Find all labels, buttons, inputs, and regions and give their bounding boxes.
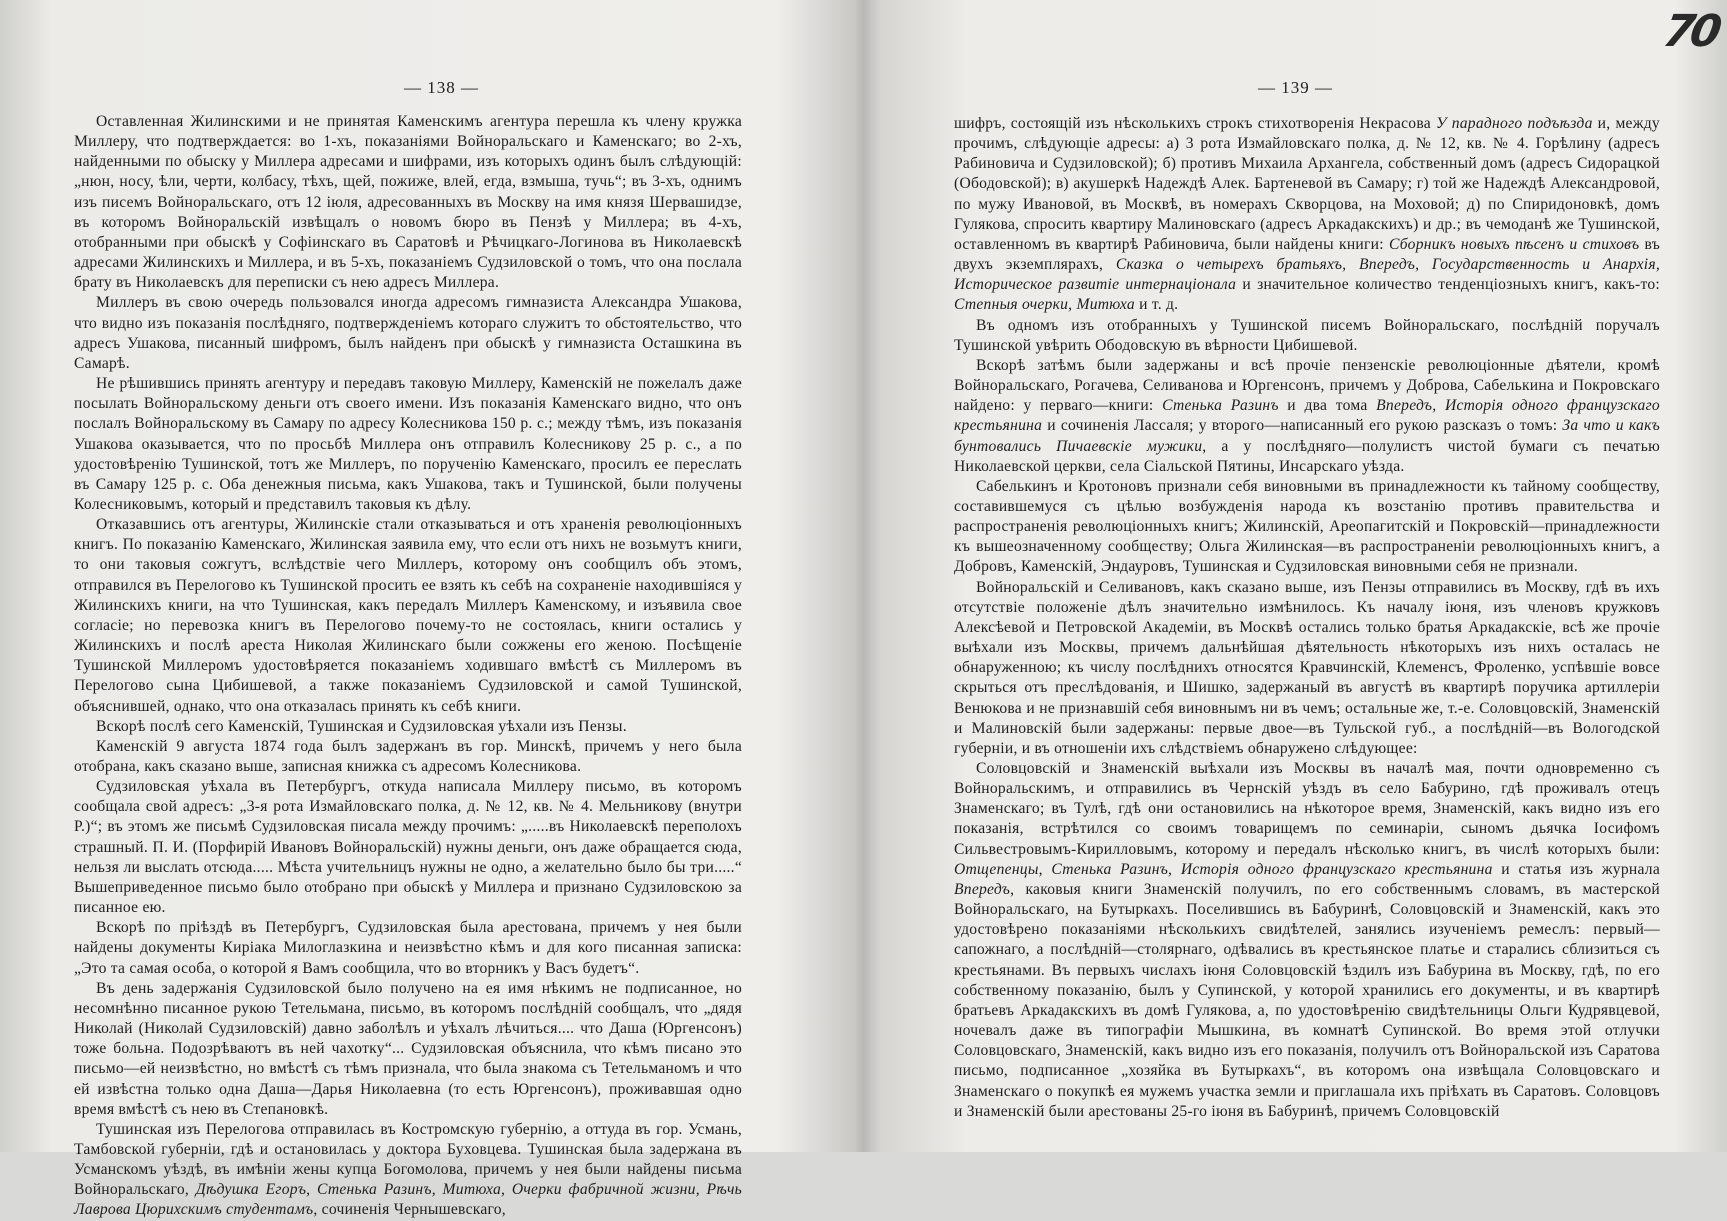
text-run: Тушинская изъ Перелогова отправилась въ Костромскую губернію, а оттуда въ гор. Усмань, Тамбовской губерніи, гдѣ и остановилась у доктора Буховцева. Тушинская была задержана въ Усманскомъ уѣздѣ, въ имѣніи жены купца Богомолова, причемъ у нея были найдены письма Войноральскаго, <box>74 1120 742 1199</box>
text-run: и статья изъ журнала <box>1492 860 1660 878</box>
paragraph: Въ день задержанія Судзиловской было получено на ея имя нѣкимъ не подписанное, но несомнѣнно писанное рукою Тетельмана, письмо, въ которомъ послѣдній сообщалъ, что „дядя Николай (Николай Судзиловскій) давно заболѣлъ и уѣхалъ лѣчиться.... что Даша (Юргенсонъ) тоже больна. Подозрѣваютъ въ ней чахотку“... Судзиловская объяснила, что кѣмъ писано это письмо—ей неизвѣстно, но вмѣстѣ съ тѣмъ признала, что была знакома съ Тетельманомъ и что ей извѣстна только одна Даша—Дарья Николаевна (то есть Юргенсонъ), проживавшая одно время вмѣстѣ съ нею въ Степановкѣ. <box>74 979 742 1118</box>
page-body <box>954 114 1660 1122</box>
italic-title: Отщепенцы, Стенька Разинъ, Исторія одного французскаго крестьянина <box>954 860 1493 878</box>
text-run: Соловцовскій и Знаменскій выѣхали изъ Москвы въ началѣ мая, почти одновременно съ Войноральскимъ, и отправились въ Чернскій уѣздъ въ село Бабурино, гдѣ проживалъ отецъ Знаменскаго; въ Тулѣ, гдѣ они остановились на нѣкоторое время, Знаменскій, какъ видно изъ его показанія, встрѣтился со своимъ товарищемъ по семинаріи, сыномъ дьячка Іосифомъ Сильвестровымъ-Кирилловымъ, которому и передалъ нѣсколько книгъ, въ числѣ которыхъ были: <box>954 760 1660 858</box>
italic-title: Сборникъ новыхъ пѣсенъ и стиховъ <box>1389 235 1640 253</box>
paragraph: Вскорѣ послѣ сего Каменскій, Тушинская и Судзиловская уѣхали изъ Пензы. <box>96 717 627 735</box>
paragraph: Войноральскій и Селивановъ, какъ сказано выше, изъ Пензы отправились въ Москву, гдѣ въ ихъ отсутствіе положеніе дѣлъ значительно измѣнилось. Къ началу іюня, изъ членовъ кружковъ Алексѣевой и Петровской Академіи, въ Москвѣ остались только братья Аркадакскіе, всѣ же прочіе выѣхали изъ Москвы, причемъ дальнѣйшая дѣятельность нѣкоторыхъ изъ нихъ осталась не обнаруженною; къ числу послѣднихъ относятся Кравчинскій, Клеменсъ, Фроленко, успѣвшіе вовсе скрыться отъ преслѣдованія, и Шишко, задержаный въ августѣ въ квартирѣ поручика артиллеріи Венюкова и не признавшій себя виновнымъ ни въ чемъ; остальные же, т.-е. Соловцовскій, Знаменскій и Малиновскій были задержаны: первые двое—въ Тульской губ., а послѣдній—въ Вологодской губерніи, и въ отношеніи ихъ слѣдствіемъ обнаружено слѣдующее: <box>954 578 1660 757</box>
italic-title: Стенька Разинъ <box>1162 397 1279 415</box>
text-run: и т. д. <box>1134 296 1179 314</box>
text-run: въ двухъ экземплярахъ, <box>954 235 1661 274</box>
left-page <box>0 0 863 1219</box>
italic-titles: Дѣдушка Егоръ, Стенька Разинъ, Митюха, Очерки фабричной жизни, Рѣчь Лаврова Цюрихскимъ студентамъ <box>74 1181 742 1219</box>
text-run: шифръ, состоящій изъ нѣсколькихъ строкъ стихотворенія Некрасова <box>954 115 1436 132</box>
text-run: , сочиненія Чернышевскаго, <box>313 1201 506 1219</box>
paragraph: Вскорѣ по пріѣздѣ въ Петербургъ, Судзиловская была арестована, причемъ у нея были найдены документы Киріака Милоглазкина и неизвѣстно кѣмъ и для кого писанная записка: „Это та самая особа, о которой я Вамъ сообщила, что во вторникъ у Васъ будетъ“. <box>74 919 742 977</box>
text-run: и два тома <box>1278 397 1377 415</box>
italic-title: Впередъ, Исторія одного французскаго крестьянина <box>954 397 1660 435</box>
italic-title: Степныя очерки, Митюха <box>954 296 1135 314</box>
text-run: и, между прочимъ, слѣдующіе адресы: а) 3 рота Измайловскаго полка, д. № 12, кв. № 4. Горѣлину (адресъ Рабиновича и Судзиловской); б) противъ Михаила Архангела, собственный домъ (адресъ Сидорацкой (Ободовской); в) акушеркѣ Надеждѣ Алек. Бартеневой въ Самару; г) той же Надеждѣ Александровой, по мужу Ивановой, въ Москвѣ, въ номерахъ Скворцова, на Моховой; д) по Спиридоновкѣ, домъ Гулякова, спросить квартиру Малиновскаго (адресъ Аркадакскихъ) и др.; въ чемоданѣ же Тушинской, оставленномъ въ квартирѣ Рабиновича, были найдены книги: <box>954 115 1660 253</box>
paragraph <box>954 114 1660 316</box>
paragraph: Каменскій 9 августа 1874 года былъ задержанъ въ гор. Минскѣ, причемъ у него была отобрана, какъ сказано выше, записная книжка съ адресомъ Колесникова. <box>74 737 742 775</box>
text-run: и сочиненія Лассаля; у второго—написанный его рукою разсказъ о томъ: <box>1042 417 1563 435</box>
page-number: — 139 — <box>1258 78 1333 97</box>
paragraph: Не рѣшившись принять агентуру и передавъ таковую Миллеру, Каменскій не пожелалъ даже посылать Войноральскому деньги отъ своего имени. Изъ показанія Каменскаго видно, что онъ послалъ Войноральскому въ Самару по адресу Колесникова 150 р. с.; между тѣмъ, изъ показанія Ушакова оказывается, что по просьбѣ Миллера онъ отправилъ Колесникову 25 р. с., а по удостовѣренію Тушинской, тотъ же Миллеръ, по порученію Каменскаго, просилъ ее переслать въ Самару 125 р. с. Оба денежныя письма, какъ Ушакова, такъ и Тушинской, были получены Колесниковымъ, который и представилъ таковыя къ дѣлу. <box>74 375 742 513</box>
right-page <box>864 0 1727 1152</box>
italic-title: За что и какъ бунтовались Пичаевскіе мужики <box>954 417 1660 455</box>
paragraph: Миллеръ въ свою очередь пользовался иногда адресомъ гимназиста Александра Ушакова, что видно изъ показанія послѣдняго, подтвержденіемъ котораго служитъ то обстоятельство, что адресъ Ушакова, писанный шифромъ, былъ найденъ при обыскѣ у гимназиста Осташкина въ Самарѣ. <box>74 294 742 372</box>
paragraph <box>74 1120 742 1221</box>
text-run: , а у послѣдняго—полулистъ чистой бумаги съ печатью Николаевской церкви, села Сіальской Пятины, Инсарскаго уѣзда. <box>954 437 1660 475</box>
handwritten-page-mark: 70 <box>1659 6 1722 57</box>
page-body <box>74 112 742 1221</box>
paragraph: Отказавшись отъ агентуры, Жилинскіе стали отказываться и отъ храненія революціонныхъ книгъ. По показанію Каменскаго, Жилинская заявила ему, что если отъ нихъ не возьмутъ книги, то они таковыя сожгутъ, вслѣдствіе чего Миллеръ, которому онъ сообщилъ объ этомъ, отправился въ Перелогово къ Тушинской просить ее взять къ себѣ на сохраненіе находившіяся у Жилинскихъ книги, на что Тушинская, какъ передалъ Миллеръ Каменскому, и изъявила свое согласіе; но перевозка книгъ въ Перелогово почему-то не состоялась, книги остались у Жилинскихъ и послѣ ареста Николая Жилинскаго были сожжены его женою. Посѣщеніе Тушинской Миллеромъ удостовѣряется показаніемъ ходившаго вмѣстѣ съ Миллеромъ въ Перелогово сына Цибишевой, а также показаніемъ Судзиловской и самой Тушинской, объяснившей, однако, что она отказалась принять къ себѣ книги. <box>74 516 742 715</box>
paragraph: Судзиловская уѣхала въ Петербургъ, откуда написала Миллеру письмо, въ которомъ сообщала свой адресъ: „3-я рота Измайловскаго полка, д. № 12, кв. № 4. Мельникову (внутри Р.)“; въ этомъ же письмѣ Судзиловская писала между прочимъ: „.....въ Николаевскѣ переполохъ страшный. П. И. (Порфирій Ивановъ Войноральскій) нужны деньги, онъ даже обращается сюда, нельзя ли выслать отсюда..... Мѣста учительницъ нужны не одно, а желательно было бы три.....“ Вышеприведенное письмо было отобрано при обыскѣ у Миллера и признано Судзиловскою за писанное ею. <box>74 778 742 917</box>
paragraph <box>954 356 1660 477</box>
italic-title: Сказка о четырехъ братьяхъ, Впередъ, Государственность и Анархія, Историческое развитіе интернаціонала <box>954 256 1660 294</box>
page-number: — 138 — <box>404 78 479 97</box>
text-run: Вскорѣ затѣмъ были задержаны и всѣ прочіе пензенскіе революціонные дѣятели, кромѣ Войноральскаго, Рогачева, Селиванова и Юргенсонъ, причемъ у Доброва, Сабелькина и Покровскаго найдено: у перваго—книги: <box>954 356 1660 415</box>
italic-title: Впередъ <box>954 880 1011 898</box>
paragraph: Сабелькинъ и Кротоновъ признали себя виновными въ принадлежности къ тайному сообществу, составившемуся съ цѣлью возбужденія народа къ возстанію противъ правительства и распространенія революціонныхъ книгъ; Жилинскій, Ареопагитскій и Покровскій—принадлежности къ вышеозначенному сообществу; Ольга Жилинская—въ распространеніи революціонныхъ книгъ, а Добровъ, Каменскій, Эндауровъ, Тушинская и Судзиловская виновными себя не признали. <box>954 477 1660 576</box>
text-run: , каковыя книги Знаменскій получилъ, по его собственнымъ словамъ, въ мастерской Войноральскаго, на Бутыркахъ. Поселившись въ Бабуринѣ, Соловцовскій и Знаменскій, какъ это удостовѣрено показаніями нѣсколькихъ свидѣтелей, занялись изученіемъ ремеслъ: первый—сапожнаго, а послѣдній—столярнаго, одѣвались въ крестьянское платье и старались сблизиться съ крестьянами. Въ первыхъ числахъ іюня Соловцовскій ѣздилъ изъ Бабурина въ Москву, гдѣ, по его собственному показанію, былъ у Супинской, у которой хранились его документы, и въ квартирѣ братьевъ Аркадакскихъ въ домѣ Гулякова, а, по удостовѣренію свидѣтельницы Ольги Кудрявцевой, ночевалъ даже въ типографіи Мышкина, въ комнатѣ Супинской. Во время этой отлучки Соловцовскаго, Знаменскій, какъ видно изъ его показанія, получилъ отъ Войноральской изъ Саратова письмо, подписанное „хозяйка въ Бутыркахъ“, въ которомъ она извѣщала Соловцовскаго и Знаменскаго о покупкѣ ея мужемъ участка земли и приглашала ихъ пріѣхать въ Саратовъ. Соловцовъ и Знаменскій были арестованы 25-го іюня въ Бабуринѣ, причемъ Соловцовскій <box>954 880 1660 1120</box>
italic-title: У парадного подъѣзда <box>1435 115 1593 132</box>
paragraph: Оставленная Жилинскими и не принятая Каменскимъ агентура перешла къ члену кружка Миллеру, что подтверждается: во 1-хъ, показаніями Войноральскаго и Каменскаго; во 2-хъ, найденными по обыску у Миллера адресами и шифрами, изъ которыхъ одинъ былъ слѣдующій: „нюн, носу, ѣли, черти, колбасу, тѣхъ, щей, пожиже, влей, егда, взмыша, тучь“; въ 3-хъ, однимъ изъ писемъ Войноральскаго, отъ 12 іюля, адресованныхъ въ Москву на имя князя Шервашидзе, въ которомъ Войноральскій извѣщалъ о новомъ бюро въ Пензѣ у Миллера; въ 4-хъ, отобранными при обыскѣ у Софiинскаго въ Саратовѣ и Рѣчицкаго-Логинова въ Николаевскѣ адресами Жилинскихъ и Миллера, и въ 5-хъ, показаніемъ Судзиловской о томъ, что она послала брату въ Николаевскъ для переписки съ нею адресъ Миллера. <box>74 113 742 292</box>
paragraph <box>954 759 1660 1122</box>
text-run: и значительное количество тенденціозныхъ книгъ, какъ-то: <box>1236 276 1660 294</box>
paragraph: Въ одномъ изъ отобранныхъ у Тушинской писемъ Войноральскаго, послѣдній поручалъ Тушинской увѣрить Ободовскую въ вѣрности Цибишевой. <box>954 316 1660 354</box>
